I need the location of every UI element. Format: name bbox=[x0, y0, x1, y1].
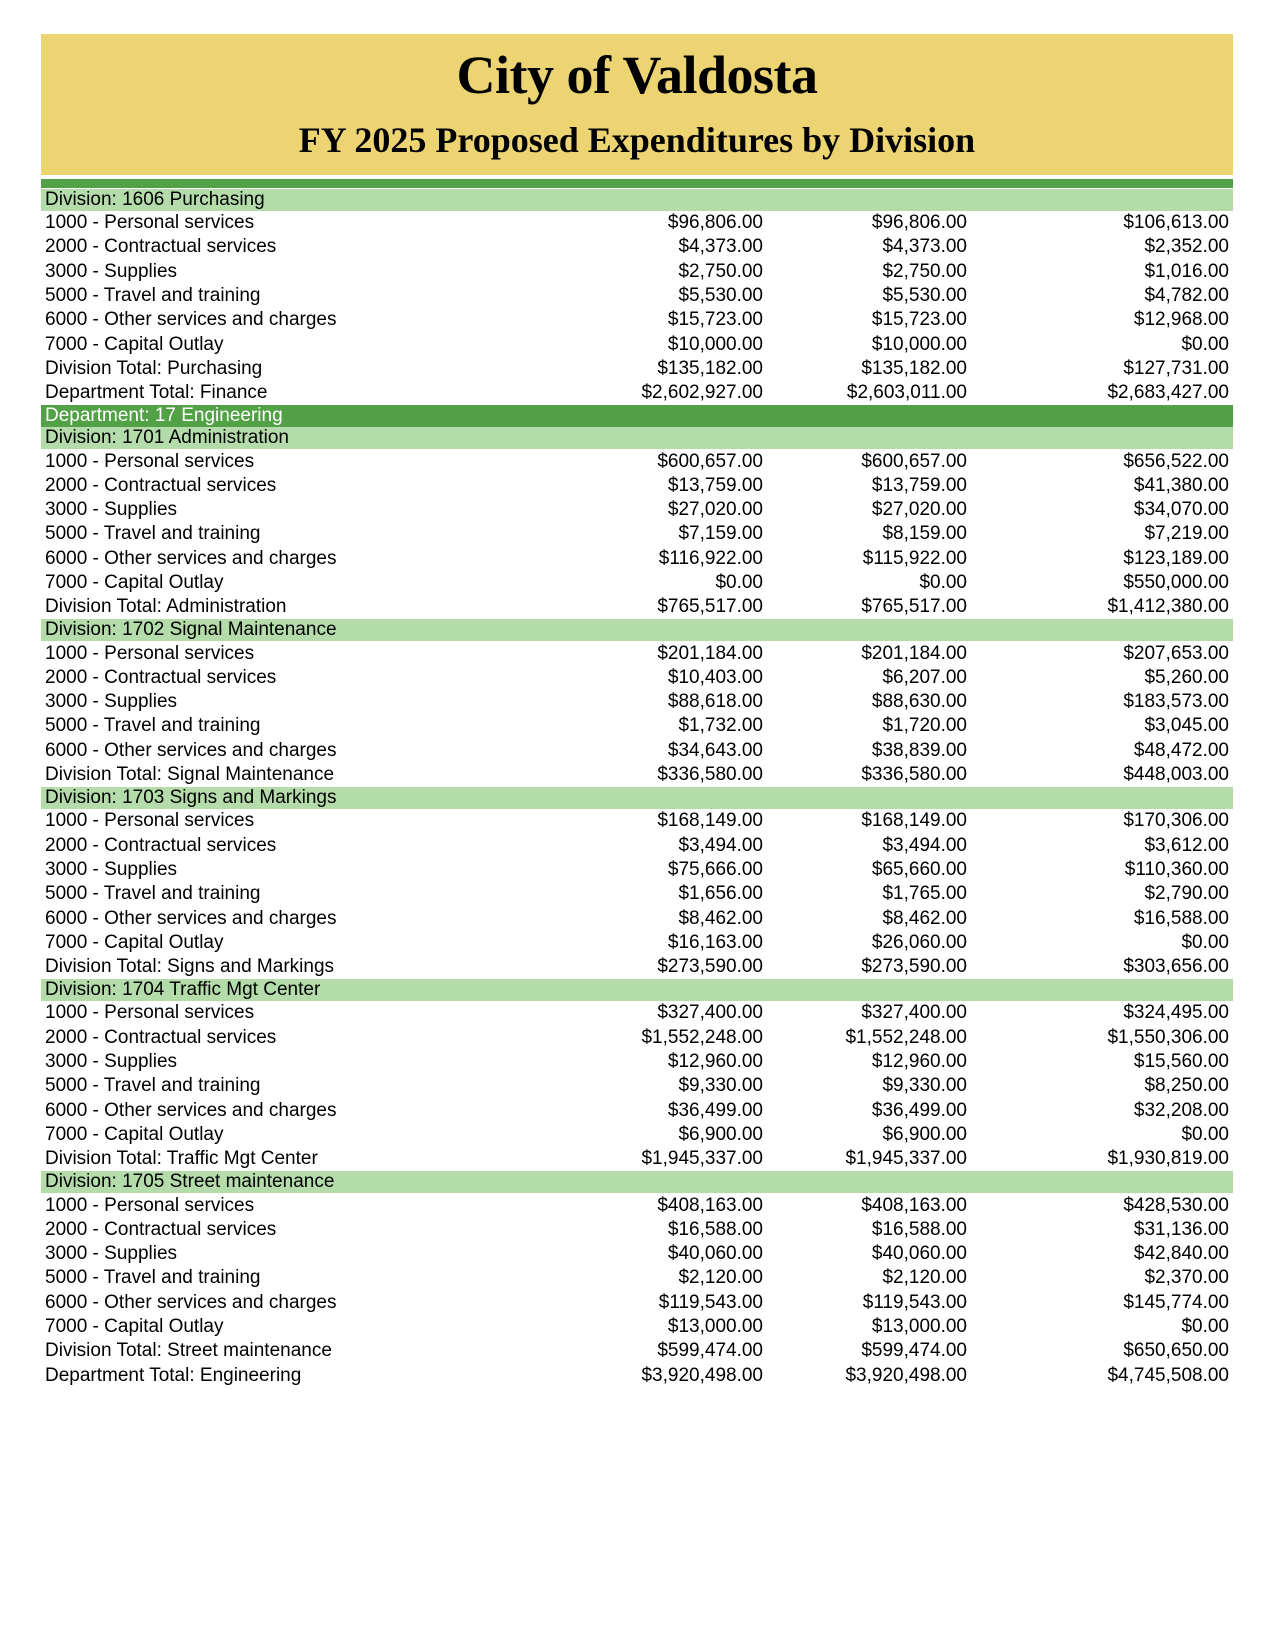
table-row bbox=[41, 666, 1233, 690]
line-item-label: 1000 - Personal services bbox=[45, 450, 255, 472]
amount-col-2: $1,552,248.00 bbox=[845, 1026, 967, 1048]
report-header bbox=[41, 34, 1233, 175]
amount-col-2: $336,580.00 bbox=[861, 764, 967, 786]
line-item-label: 7000 - Capital Outlay bbox=[45, 572, 224, 593]
line-item-label: 1000 - Personal services bbox=[45, 212, 255, 234]
line-item-label: 6000 - Other services and charges bbox=[45, 309, 337, 331]
table-row bbox=[41, 571, 1233, 595]
amount-col-2: $3,494.00 bbox=[882, 834, 967, 856]
amount-col-3: $650,650.00 bbox=[1123, 1340, 1229, 1362]
line-item-label: 3000 - Supplies bbox=[45, 858, 178, 880]
line-item-label: 6000 - Other services and charges bbox=[45, 1291, 337, 1313]
amount-col-2: $1,945,337.00 bbox=[845, 1148, 967, 1170]
line-item-label: 3000 - Supplies bbox=[45, 1051, 178, 1073]
line-item-label: 2000 - Contractual services bbox=[45, 236, 277, 258]
amount-col-2: $6,207.00 bbox=[882, 666, 967, 688]
line-item-label: 1000 - Personal services bbox=[45, 1194, 255, 1216]
line-item-label: Department Total: Engineering bbox=[45, 1364, 302, 1386]
table-row bbox=[41, 332, 1233, 356]
amount-col-3: $5,260.00 bbox=[1144, 666, 1229, 688]
amount-col-2: $0.00 bbox=[919, 572, 967, 593]
line-item-label: 6000 - Other services and charges bbox=[45, 907, 337, 929]
amount-col-3: $1,930,819.00 bbox=[1107, 1148, 1229, 1170]
amount-col-2: $16,588.00 bbox=[871, 1218, 967, 1240]
amount-col-1: $36,499.00 bbox=[667, 1099, 763, 1121]
amount-col-1: $6,900.00 bbox=[678, 1123, 763, 1145]
amount-col-3: $48,472.00 bbox=[1133, 739, 1229, 761]
amount-col-2: $115,922.00 bbox=[862, 547, 967, 569]
table-row bbox=[41, 1074, 1233, 1098]
division-header-row bbox=[41, 1171, 1233, 1193]
table-row bbox=[41, 1315, 1233, 1339]
division-label: Division: 1705 Street maintenance bbox=[41, 1171, 1233, 1193]
table-row bbox=[41, 211, 1233, 235]
amount-col-3: $145,774.00 bbox=[1123, 1291, 1229, 1313]
amount-col-1: $3,920,498.00 bbox=[641, 1364, 763, 1386]
amount-col-3: $0.00 bbox=[1181, 333, 1229, 355]
amount-col-1: $765,517.00 bbox=[657, 596, 763, 618]
department-label: Department: 17 Engineering bbox=[41, 405, 1233, 427]
table-row bbox=[41, 882, 1233, 906]
table-row bbox=[41, 1123, 1233, 1147]
amount-col-3: $7,219.00 bbox=[1144, 523, 1229, 545]
table-row bbox=[41, 260, 1233, 284]
amount-col-1: $16,588.00 bbox=[667, 1218, 763, 1240]
amount-col-1: $2,602,927.00 bbox=[641, 382, 763, 404]
line-item-label: 5000 - Travel and training bbox=[45, 1075, 261, 1097]
amount-col-3: $12,968.00 bbox=[1133, 309, 1229, 331]
table-row bbox=[41, 474, 1233, 498]
line-item-label: Division Total: Street maintenance bbox=[45, 1340, 332, 1362]
amount-col-1: $116,922.00 bbox=[658, 547, 763, 569]
amount-col-3: $2,352.00 bbox=[1144, 236, 1229, 258]
line-item-label: Division Total: Purchasing bbox=[45, 357, 263, 379]
division-label: Division: 1704 Traffic Mgt Center bbox=[41, 979, 1233, 1001]
line-item-label: 2000 - Contractual services bbox=[45, 666, 277, 688]
amount-col-3: $3,612.00 bbox=[1144, 834, 1229, 856]
amount-col-1: $1,732.00 bbox=[678, 715, 763, 737]
table-row bbox=[41, 1339, 1233, 1363]
division-label: Division: 1703 Signs and Markings bbox=[41, 787, 1233, 809]
line-item-label: Division Total: Traffic Mgt Center bbox=[45, 1148, 318, 1170]
line-item-label: 6000 - Other services and charges bbox=[45, 547, 337, 569]
table-row bbox=[41, 858, 1233, 882]
amount-col-1: $408,163.00 bbox=[657, 1194, 763, 1216]
table-row bbox=[41, 1291, 1233, 1315]
amount-col-2: $36,499.00 bbox=[871, 1099, 967, 1121]
division-header-row bbox=[41, 979, 1233, 1001]
table-row bbox=[41, 1218, 1233, 1242]
amount-col-2: $2,750.00 bbox=[882, 260, 967, 282]
table-row bbox=[41, 641, 1233, 665]
amount-col-2: $26,060.00 bbox=[871, 931, 967, 953]
amount-col-3: $0.00 bbox=[1181, 1316, 1229, 1338]
amount-col-3: $1,550,306.00 bbox=[1107, 1026, 1229, 1048]
table-row bbox=[41, 1193, 1233, 1217]
line-item-label: 5000 - Travel and training bbox=[45, 715, 261, 737]
line-item-label: 2000 - Contractual services bbox=[45, 474, 277, 496]
amount-col-1: $273,590.00 bbox=[657, 956, 763, 978]
table-row bbox=[41, 595, 1233, 619]
amount-col-3: $303,656.00 bbox=[1123, 956, 1229, 978]
division-header-row bbox=[41, 619, 1233, 641]
amount-col-1: $336,580.00 bbox=[657, 764, 763, 786]
amount-col-1: $119,543.00 bbox=[658, 1291, 763, 1313]
amount-col-2: $38,839.00 bbox=[871, 739, 967, 761]
amount-col-2: $5,530.00 bbox=[882, 285, 967, 307]
line-item-label: 7000 - Capital Outlay bbox=[45, 333, 224, 355]
table-row bbox=[41, 1147, 1233, 1171]
line-item-label: 3000 - Supplies bbox=[45, 1243, 178, 1265]
line-item-label: 5000 - Travel and training bbox=[45, 1267, 261, 1289]
table-row bbox=[41, 308, 1233, 332]
amount-col-3: $31,136.00 bbox=[1133, 1218, 1229, 1240]
table-row bbox=[41, 1099, 1233, 1123]
amount-col-2: $1,720.00 bbox=[882, 715, 967, 737]
amount-col-1: $16,163.00 bbox=[667, 931, 763, 953]
division-label: Division: 1702 Signal Maintenance bbox=[41, 619, 1233, 641]
line-item-label: 7000 - Capital Outlay bbox=[45, 1123, 224, 1145]
amount-col-3: $1,016.00 bbox=[1144, 260, 1229, 282]
amount-col-3: $448,003.00 bbox=[1123, 764, 1229, 786]
amount-col-2: $9,330.00 bbox=[882, 1075, 967, 1097]
amount-col-3: $0.00 bbox=[1181, 1123, 1229, 1145]
line-item-label: Division Total: Administration bbox=[45, 596, 287, 618]
amount-col-3: $127,731.00 bbox=[1123, 357, 1229, 379]
amount-col-3: $170,306.00 bbox=[1123, 810, 1229, 832]
amount-col-2: $96,806.00 bbox=[871, 212, 967, 234]
amount-col-2: $8,159.00 bbox=[882, 523, 967, 545]
amount-col-3: $4,782.00 bbox=[1144, 285, 1229, 307]
line-item-label: 1000 - Personal services bbox=[45, 1002, 255, 1024]
table-row bbox=[41, 763, 1233, 787]
amount-col-3: $42,840.00 bbox=[1133, 1243, 1229, 1265]
amount-col-1: $40,060.00 bbox=[667, 1243, 763, 1265]
amount-col-3: $15,560.00 bbox=[1133, 1051, 1229, 1073]
amount-col-2: $40,060.00 bbox=[871, 1243, 967, 1265]
table-row bbox=[41, 1050, 1233, 1074]
table-row bbox=[41, 522, 1233, 546]
amount-col-1: $4,373.00 bbox=[678, 236, 763, 258]
line-item-label: 3000 - Supplies bbox=[45, 691, 178, 713]
division-header-row bbox=[41, 427, 1233, 449]
amount-col-2: $13,000.00 bbox=[871, 1316, 967, 1338]
amount-col-2: $327,400.00 bbox=[861, 1002, 967, 1024]
amount-col-1: $27,020.00 bbox=[667, 499, 763, 521]
amount-col-3: $324,495.00 bbox=[1123, 1002, 1229, 1024]
line-item-label: Division Total: Signs and Markings bbox=[45, 956, 335, 978]
amount-col-3: $34,070.00 bbox=[1133, 499, 1229, 521]
amount-col-1: $96,806.00 bbox=[667, 212, 763, 234]
line-item-label: 2000 - Contractual services bbox=[45, 1218, 277, 1240]
amount-col-1: $1,552,248.00 bbox=[641, 1026, 763, 1048]
line-item-label: 5000 - Travel and training bbox=[45, 285, 261, 307]
amount-col-3: $428,530.00 bbox=[1123, 1194, 1229, 1216]
table-row bbox=[41, 834, 1233, 858]
amount-col-1: $168,149.00 bbox=[657, 810, 763, 832]
table-row bbox=[41, 357, 1233, 381]
amount-col-1: $1,656.00 bbox=[678, 883, 763, 905]
amount-col-2: $6,900.00 bbox=[882, 1123, 967, 1145]
table-row bbox=[41, 1242, 1233, 1266]
report-title: City of Valdosta bbox=[456, 45, 818, 105]
amount-col-1: $7,159.00 bbox=[678, 523, 763, 545]
amount-col-3: $41,380.00 bbox=[1133, 474, 1229, 496]
amount-col-1: $327,400.00 bbox=[657, 1002, 763, 1024]
amount-col-2: $27,020.00 bbox=[871, 499, 967, 521]
table-row bbox=[41, 547, 1233, 571]
division-label: Division: 1606 Purchasing bbox=[41, 189, 1233, 211]
line-item-label: 6000 - Other services and charges bbox=[45, 739, 337, 761]
amount-col-3: $123,189.00 bbox=[1123, 547, 1229, 569]
amount-col-2: $13,759.00 bbox=[871, 474, 967, 496]
table-row bbox=[41, 1001, 1233, 1025]
amount-col-2: $4,373.00 bbox=[882, 236, 967, 258]
amount-col-3: $16,588.00 bbox=[1133, 907, 1229, 929]
table-row bbox=[41, 284, 1233, 308]
amount-col-1: $8,462.00 bbox=[678, 907, 763, 929]
report-subtitle: FY 2025 Proposed Expenditures by Division bbox=[298, 120, 976, 160]
amount-col-2: $10,000.00 bbox=[871, 333, 967, 355]
amount-col-1: $10,000.00 bbox=[667, 333, 763, 355]
amount-col-3: $207,653.00 bbox=[1123, 642, 1229, 664]
table-row bbox=[41, 1026, 1233, 1050]
table-row bbox=[41, 931, 1233, 955]
amount-col-2: $168,149.00 bbox=[861, 810, 967, 832]
amount-col-1: $88,618.00 bbox=[667, 691, 763, 713]
amount-col-3: $110,360.00 bbox=[1124, 858, 1229, 880]
amount-col-2: $3,920,498.00 bbox=[845, 1364, 967, 1386]
amount-col-2: $408,163.00 bbox=[861, 1194, 967, 1216]
expenditure-rows bbox=[41, 189, 1233, 1388]
line-item-label: Division Total: Signal Maintenance bbox=[45, 764, 335, 786]
amount-col-3: $656,522.00 bbox=[1123, 450, 1229, 472]
line-item-label: 2000 - Contractual services bbox=[45, 1026, 277, 1048]
table-row bbox=[41, 381, 1233, 405]
line-item-label: 7000 - Capital Outlay bbox=[45, 1316, 224, 1338]
amount-col-3: $8,250.00 bbox=[1144, 1075, 1229, 1097]
amount-col-2: $2,603,011.00 bbox=[846, 382, 967, 404]
amount-col-3: $183,573.00 bbox=[1123, 691, 1229, 713]
amount-col-3: $3,045.00 bbox=[1144, 715, 1229, 737]
amount-col-1: $10,403.00 bbox=[667, 666, 763, 688]
amount-col-3: $32,208.00 bbox=[1133, 1099, 1229, 1121]
division-header-row bbox=[41, 787, 1233, 809]
amount-col-3: $1,412,380.00 bbox=[1107, 596, 1229, 618]
header-divider bbox=[41, 179, 1233, 188]
line-item-label: 3000 - Supplies bbox=[45, 499, 178, 521]
amount-col-1: $12,960.00 bbox=[667, 1051, 763, 1073]
amount-col-2: $135,182.00 bbox=[861, 357, 967, 379]
amount-col-3: $2,370.00 bbox=[1144, 1267, 1229, 1289]
expenditure-table bbox=[41, 189, 1233, 1388]
amount-col-1: $600,657.00 bbox=[657, 450, 763, 472]
department-header-row bbox=[41, 405, 1233, 427]
amount-col-3: $2,790.00 bbox=[1144, 883, 1229, 905]
amount-col-1: $13,759.00 bbox=[667, 474, 763, 496]
amount-col-3: $4,745,508.00 bbox=[1107, 1364, 1229, 1386]
table-row bbox=[41, 690, 1233, 714]
amount-col-2: $8,462.00 bbox=[882, 907, 967, 929]
amount-col-3: $106,613.00 bbox=[1123, 212, 1229, 234]
amount-col-3: $550,000.00 bbox=[1123, 572, 1229, 593]
table-row bbox=[41, 809, 1233, 833]
line-item-label: 6000 - Other services and charges bbox=[45, 1099, 337, 1121]
amount-col-2: $2,120.00 bbox=[882, 1267, 967, 1289]
amount-col-1: $9,330.00 bbox=[678, 1075, 763, 1097]
amount-col-2: $119,543.00 bbox=[862, 1291, 967, 1313]
line-item-label: 5000 - Travel and training bbox=[45, 883, 261, 905]
amount-col-1: $5,530.00 bbox=[678, 285, 763, 307]
line-item-label: 5000 - Travel and training bbox=[45, 523, 261, 545]
amount-col-3: $2,683,427.00 bbox=[1107, 382, 1229, 404]
amount-col-1: $3,494.00 bbox=[678, 834, 763, 856]
amount-col-1: $599,474.00 bbox=[657, 1340, 763, 1362]
amount-col-1: $0.00 bbox=[715, 572, 763, 593]
amount-col-1: $75,666.00 bbox=[667, 858, 763, 880]
amount-col-1: $135,182.00 bbox=[657, 357, 763, 379]
division-header-row bbox=[41, 189, 1233, 211]
amount-col-1: $34,643.00 bbox=[667, 739, 763, 761]
line-item-label: Department Total: Finance bbox=[45, 382, 268, 404]
amount-col-2: $12,960.00 bbox=[871, 1051, 967, 1073]
table-row bbox=[41, 449, 1233, 473]
amount-col-2: $599,474.00 bbox=[861, 1340, 967, 1362]
amount-col-1: $2,750.00 bbox=[678, 260, 763, 282]
line-item-label: 7000 - Capital Outlay bbox=[45, 931, 224, 953]
table-row bbox=[41, 235, 1233, 259]
table-row bbox=[41, 498, 1233, 522]
amount-col-1: $15,723.00 bbox=[667, 309, 763, 331]
line-item-label: 1000 - Personal services bbox=[45, 810, 255, 832]
amount-col-2: $88,630.00 bbox=[871, 691, 967, 713]
amount-col-1: $1,945,337.00 bbox=[641, 1148, 763, 1170]
line-item-label: 3000 - Supplies bbox=[45, 260, 178, 282]
table-row bbox=[41, 906, 1233, 930]
table-row bbox=[41, 955, 1233, 979]
amount-col-2: $600,657.00 bbox=[861, 450, 967, 472]
division-label: Division: 1701 Administration bbox=[41, 427, 1233, 449]
table-row bbox=[41, 1363, 1233, 1387]
table-row bbox=[41, 714, 1233, 738]
line-item-label: 2000 - Contractual services bbox=[45, 834, 277, 856]
amount-col-2: $273,590.00 bbox=[861, 956, 967, 978]
amount-col-2: $65,660.00 bbox=[871, 858, 967, 880]
amount-col-1: $13,000.00 bbox=[667, 1316, 763, 1338]
amount-col-2: $15,723.00 bbox=[871, 309, 967, 331]
amount-col-2: $1,765.00 bbox=[882, 883, 967, 905]
line-item-label: 1000 - Personal services bbox=[45, 642, 255, 664]
amount-col-2: $201,184.00 bbox=[861, 642, 967, 664]
amount-col-2: $765,517.00 bbox=[861, 596, 967, 618]
table-row bbox=[41, 739, 1233, 763]
amount-col-1: $201,184.00 bbox=[657, 642, 763, 664]
amount-col-3: $0.00 bbox=[1181, 931, 1229, 953]
amount-col-1: $2,120.00 bbox=[678, 1267, 763, 1289]
table-row bbox=[41, 1266, 1233, 1290]
